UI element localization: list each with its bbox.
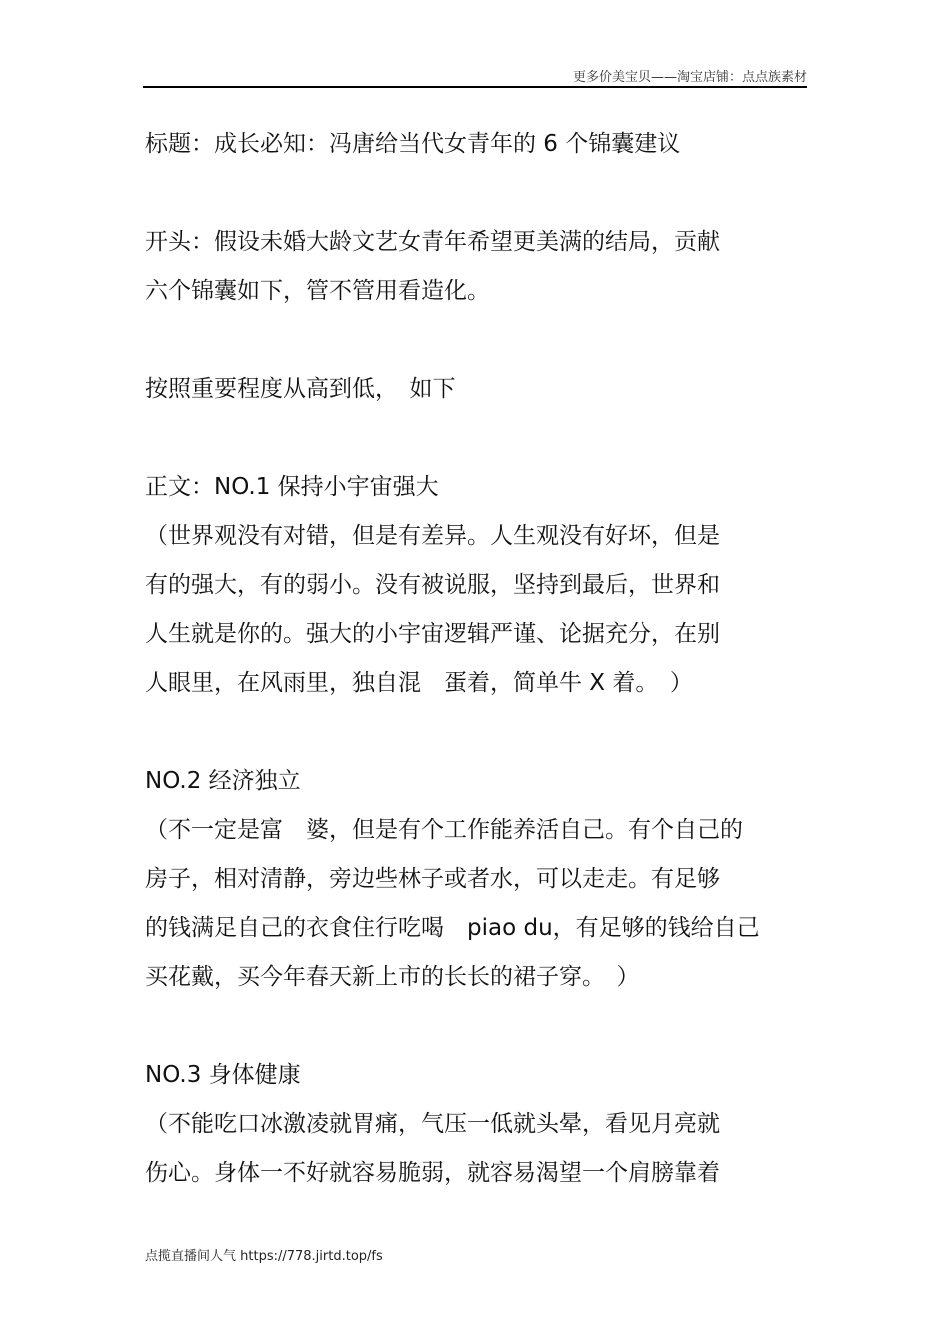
- spacer: [145, 414, 809, 463]
- section-3-line: （不能吃口冰激凌就胃痛，气压一低就头晕，看见月亮就: [145, 1111, 720, 1137]
- spacer: [145, 708, 809, 757]
- intro-line: 六个锦囊如下，管不管用看造化。: [145, 278, 490, 304]
- section-1-line: 有的强大，有的弱小。没有被说服，坚持到最后，世界和: [145, 572, 720, 598]
- section-1-line: 人眼里，在风雨里，独自混 蛋着，简单牛 X 着。 ）: [145, 670, 693, 696]
- section-1-heading: 正文：NO.1 保持小宇宙强大: [145, 474, 439, 500]
- spacer: [145, 169, 809, 218]
- document-body: [145, 120, 809, 1198]
- section-2-line: 的钱满足自己的衣食住行吃喝 piao du，有足够的钱给自己: [145, 915, 760, 941]
- order-line: 按照重要程度从高到低， 如下: [145, 376, 456, 402]
- section-2-line: （不一定是富 婆，但是有个工作能养活自己。有个自己的: [145, 817, 743, 843]
- intro-line: 开头：假设未婚大龄文艺女青年希望更美满的结局，贡献: [145, 229, 720, 255]
- section-2-line: 买花戴，买今年春天新上市的长长的裙子穿。 ）: [145, 964, 640, 990]
- section-3-line: 伤心。身体一不好就容易脆弱，就容易渴望一个肩膀靠着: [145, 1160, 720, 1186]
- document-title: 标题：成长必知：冯唐给当代女青年的 6 个锦囊建议: [145, 131, 681, 157]
- section-2-line: 房子，相对清静，旁边些林子或者水，可以走走。有足够: [145, 866, 720, 892]
- spacer: [145, 1002, 809, 1051]
- header-note: 更多价美宝贝——淘宝店铺：点点族素材: [572, 70, 807, 85]
- section-3-heading: NO.3 身体健康: [145, 1062, 301, 1088]
- section-1-line: 人生就是你的。强大的小宇宙逻辑严谨、论据充分，在别: [145, 621, 720, 647]
- spacer: [145, 316, 809, 365]
- section-1-line: （世界观没有对错，但是有差异。人生观没有好坏，但是: [145, 523, 720, 549]
- header-divider: [143, 86, 807, 88]
- section-2-heading: NO.2 经济独立: [145, 768, 301, 794]
- footer-note[interactable]: 点揽直播间人气 https://778.jirtd.top/fs: [145, 1249, 383, 1264]
